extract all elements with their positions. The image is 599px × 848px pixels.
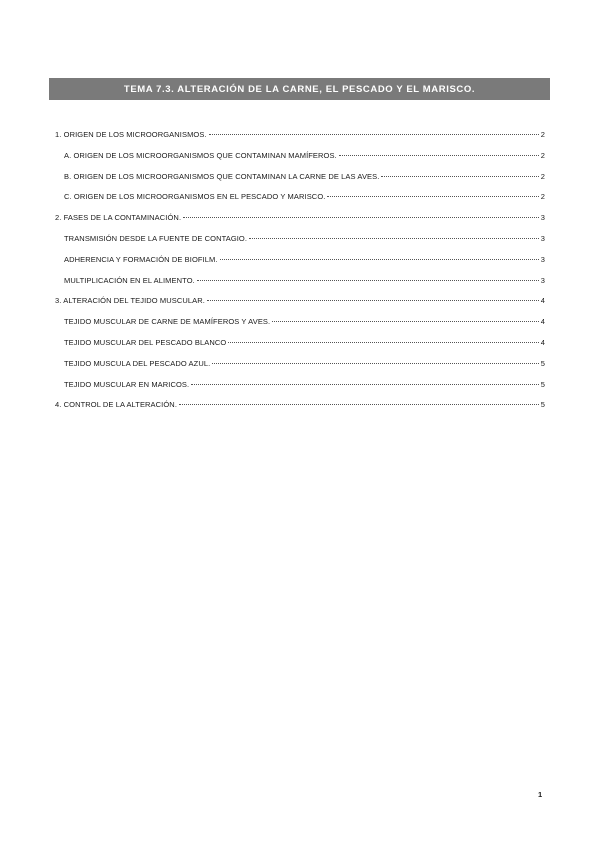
toc-dot-leader — [220, 259, 539, 260]
toc-entry-label: C. ORIGEN DE LOS MICROORGANISMOS EN EL PESCADO Y MARISCO. — [64, 192, 326, 202]
title-bar — [49, 78, 550, 100]
toc-dot-leader — [381, 176, 538, 177]
toc-dot-leader — [228, 342, 538, 343]
toc-entry[interactable] — [55, 338, 545, 359]
toc-entry[interactable] — [55, 234, 545, 255]
toc-entry[interactable] — [55, 213, 545, 234]
toc-entry-label: ADHERENCIA Y FORMACIÓN DE BIOFILM. — [64, 254, 218, 264]
page-number: 1 — [538, 790, 543, 799]
toc-entry-page: 2 — [540, 150, 545, 160]
toc-dot-leader — [197, 280, 539, 281]
toc-dot-leader — [339, 155, 539, 156]
toc-entry-page: 5 — [540, 358, 545, 368]
toc-entry[interactable] — [55, 400, 545, 421]
toc-entry-label: TEJIDO MUSCULAR DE CARNE DE MAMÍFEROS Y AVES. — [64, 317, 271, 327]
toc-entry-page: 3 — [540, 275, 545, 285]
toc-dot-leader — [249, 238, 539, 239]
toc-entry-page: 4 — [540, 296, 545, 306]
toc-entry-label: B. ORIGEN DE LOS MICROORGANISMOS QUE CONTAMINAN LA CARNE DE LAS AVES. — [64, 171, 380, 181]
toc-dot-leader — [191, 384, 539, 385]
toc-entry[interactable] — [55, 130, 545, 151]
toc-dot-leader — [272, 321, 539, 322]
toc-entry-page: 5 — [540, 379, 545, 389]
toc-entry-label: 1. ORIGEN DE LOS MICROORGANISMOS. — [55, 130, 207, 139]
toc-entry-page: 2 — [540, 171, 545, 181]
table-of-contents — [55, 130, 545, 421]
toc-entry[interactable] — [55, 380, 545, 401]
toc-entry-page: 3 — [540, 254, 545, 264]
toc-entry-page: 3 — [540, 233, 545, 243]
toc-entry-page: 4 — [540, 317, 545, 327]
toc-entry[interactable] — [55, 317, 545, 338]
toc-entry-page: 2 — [540, 130, 545, 139]
toc-entry[interactable] — [55, 255, 545, 276]
toc-entry-label: TEJIDO MUSCULA DEL PESCADO AZUL. — [64, 358, 211, 368]
toc-entry-label: TEJIDO MUSCULAR EN MARICOS. — [64, 379, 190, 389]
toc-entry-page: 3 — [540, 213, 545, 223]
toc-dot-leader — [207, 300, 539, 301]
toc-dot-leader — [212, 363, 538, 364]
toc-entry-label: 3. ALTERACIÓN DEL TEJIDO MUSCULAR. — [55, 296, 205, 306]
toc-entry[interactable] — [55, 296, 545, 317]
toc-entry-label: TEJIDO MUSCULAR DEL PESCADO BLANCO — [64, 337, 227, 347]
toc-entry[interactable] — [55, 192, 545, 213]
toc-entry-page: 5 — [540, 400, 545, 410]
toc-entry-page: 2 — [540, 192, 545, 202]
toc-dot-leader — [183, 217, 539, 218]
document-title: TEMA 7.3. ALTERACIÓN DE LA CARNE, EL PESCADO Y EL MARISCO. — [123, 83, 476, 95]
toc-entry[interactable] — [55, 276, 545, 297]
toc-entry-label: 2. FASES DE LA CONTAMINACIÓN. — [55, 213, 182, 223]
toc-entry-label: TRANSMISIÓN DESDE LA FUENTE DE CONTAGIO. — [64, 233, 248, 243]
toc-entry[interactable] — [55, 151, 545, 172]
toc-dot-leader — [327, 196, 538, 197]
toc-entry[interactable] — [55, 172, 545, 193]
toc-entry-page: 4 — [540, 337, 545, 347]
toc-entry-label: A. ORIGEN DE LOS MICROORGANISMOS QUE CONTAMINAN MAMÍFEROS. — [64, 150, 337, 160]
toc-dot-leader — [179, 404, 539, 405]
toc-dot-leader — [209, 134, 539, 135]
toc-entry-label: 4. CONTROL DE LA ALTERACIÓN. — [55, 400, 177, 410]
toc-entry-label: MULTIPLICACIÓN EN EL ALIMENTO. — [64, 275, 195, 285]
toc-entry[interactable] — [55, 359, 545, 380]
